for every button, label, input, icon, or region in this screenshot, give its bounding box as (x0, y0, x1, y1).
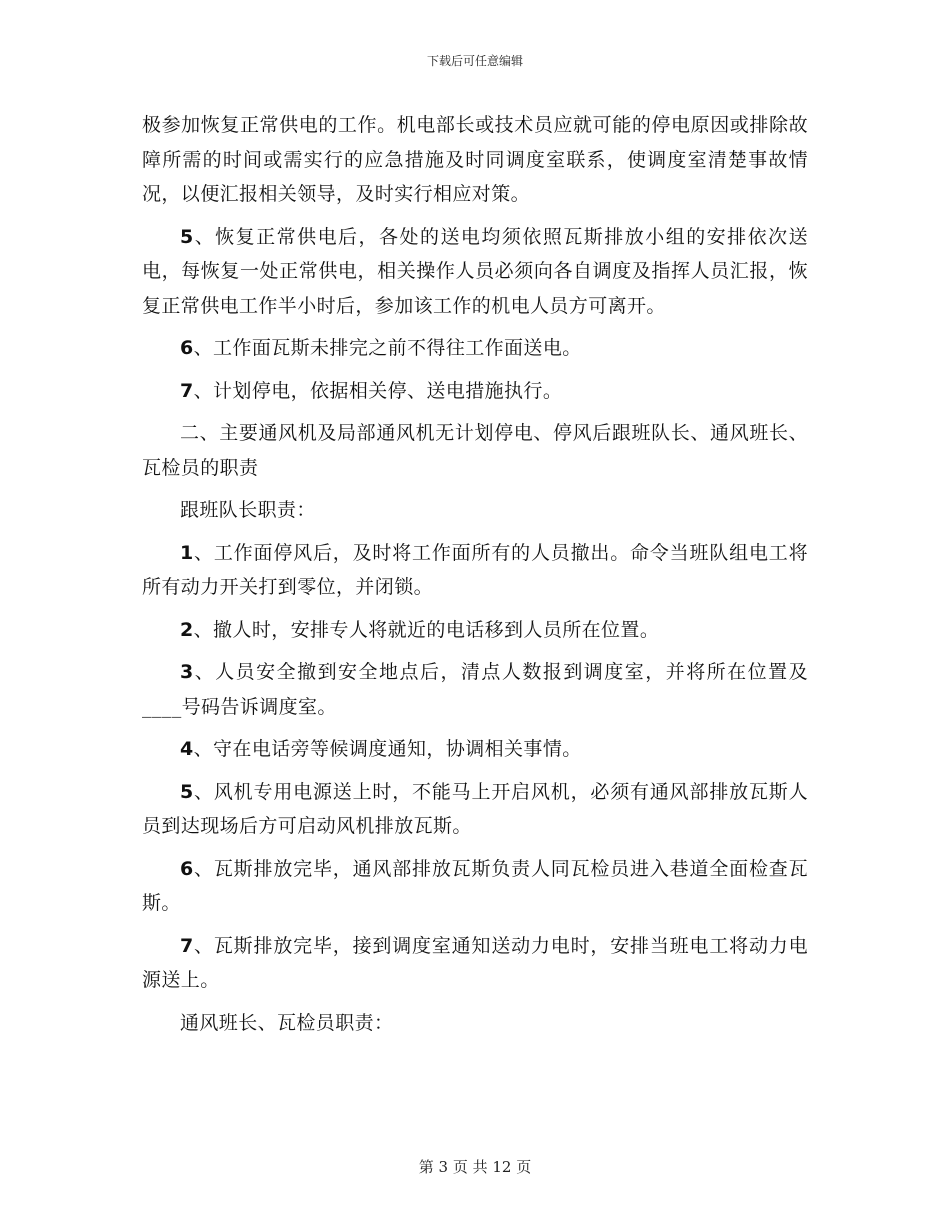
paragraph-item-1 (142, 536, 808, 605)
paragraph-text: 、工作面瓦斯未排完之前不得往工作面送电。 (193, 337, 582, 359)
paragraph-number: 5 (180, 225, 194, 248)
paragraph-text: 、瓦斯排放完毕，接到调度室通知送动力电时，安排当班电工将动力电源送上。 (142, 934, 808, 991)
paragraph-item-6 (142, 331, 808, 366)
paragraph-text: 、守在电话旁等候调度通知，协调相关事情。 (193, 738, 582, 760)
paragraph-item-5b (142, 775, 808, 844)
page-footer: 第 3 页 共 12 页 (418, 1158, 532, 1176)
paragraph-item-2 (142, 613, 808, 648)
subsection-heading-team-leader (142, 493, 808, 528)
paragraph-number: 7 (180, 379, 194, 402)
paragraph-item-6b (142, 852, 808, 921)
paragraph-number: 2 (180, 618, 194, 641)
section-heading (142, 416, 808, 485)
paragraph-item-7b (142, 929, 808, 998)
paragraph-text: 、撤人时，安排专人将就近的电话移到人员所在位置。 (193, 618, 660, 641)
paragraph-text: 通风班长、瓦检员职责： (180, 1011, 394, 1034)
paragraph-item-7 (142, 374, 808, 409)
paragraph-number: 6 (180, 857, 194, 880)
paragraph-text: 极参加恢复正常供电的工作。机电部长或技术员应就可能的停电原因或排除故障所需的时间或需实行的应急措施及时同调度室联系，使调度室清楚事故情况，以便汇报相关领导，及时实行相应对策。 (142, 114, 808, 205)
paragraph-number: 5 (180, 780, 194, 803)
paragraph-number: 3 (180, 661, 194, 683)
paragraph-item-4 (142, 732, 808, 767)
paragraph-text: 、工作面停风后，及时将工作面所有的人员撤出。命令当班队组电工将所有动力开关打到零位，并闭锁。 (142, 541, 808, 598)
paragraph-text: 、计划停电，依据相关停、送电措施执行。 (193, 379, 563, 402)
document-body (142, 108, 808, 1048)
paragraph-text: 、瓦斯排放完毕，通风部排放瓦斯负责人同瓦检员进入巷道全面检查瓦斯。 (142, 857, 808, 914)
subsection-heading-ventilation (142, 1006, 808, 1041)
paragraph-text: 、恢复正常供电后，各处的送电均须依照瓦斯排放小组的安排依次送电，每恢复一处正常供电，相关操作人员必须向各自调度及指挥人员汇报，恢复正常供电工作半小时后，参加该工作的机电人员方可离开。 (142, 225, 808, 317)
paragraph-number: 7 (180, 934, 194, 957)
paragraph-item-3 (142, 655, 808, 724)
paragraph-continuation (142, 108, 808, 212)
paragraph-number: 4 (180, 738, 194, 760)
paragraph-number: 6 (180, 337, 194, 359)
paragraph-item-5 (142, 220, 808, 324)
page-header: 下载后可任意编辑 (426, 54, 523, 68)
paragraph-text: 、人员安全撤到安全地点后，清点人数报到调度室，并将所在位置及____号码告诉调度室。 (142, 661, 808, 718)
paragraph-text: 跟班队长职责： (180, 499, 316, 521)
paragraph-number: 1 (180, 541, 194, 564)
paragraph-text: 二、主要通风机及局部通风机无计划停电、停风后跟班队长、通风班长、瓦检员的职责 (142, 422, 808, 479)
paragraph-text: 、风机专用电源送上时，不能马上开启风机，必须有通风部排放瓦斯人员到达现场后方可启动风机排放瓦斯。 (142, 780, 808, 837)
